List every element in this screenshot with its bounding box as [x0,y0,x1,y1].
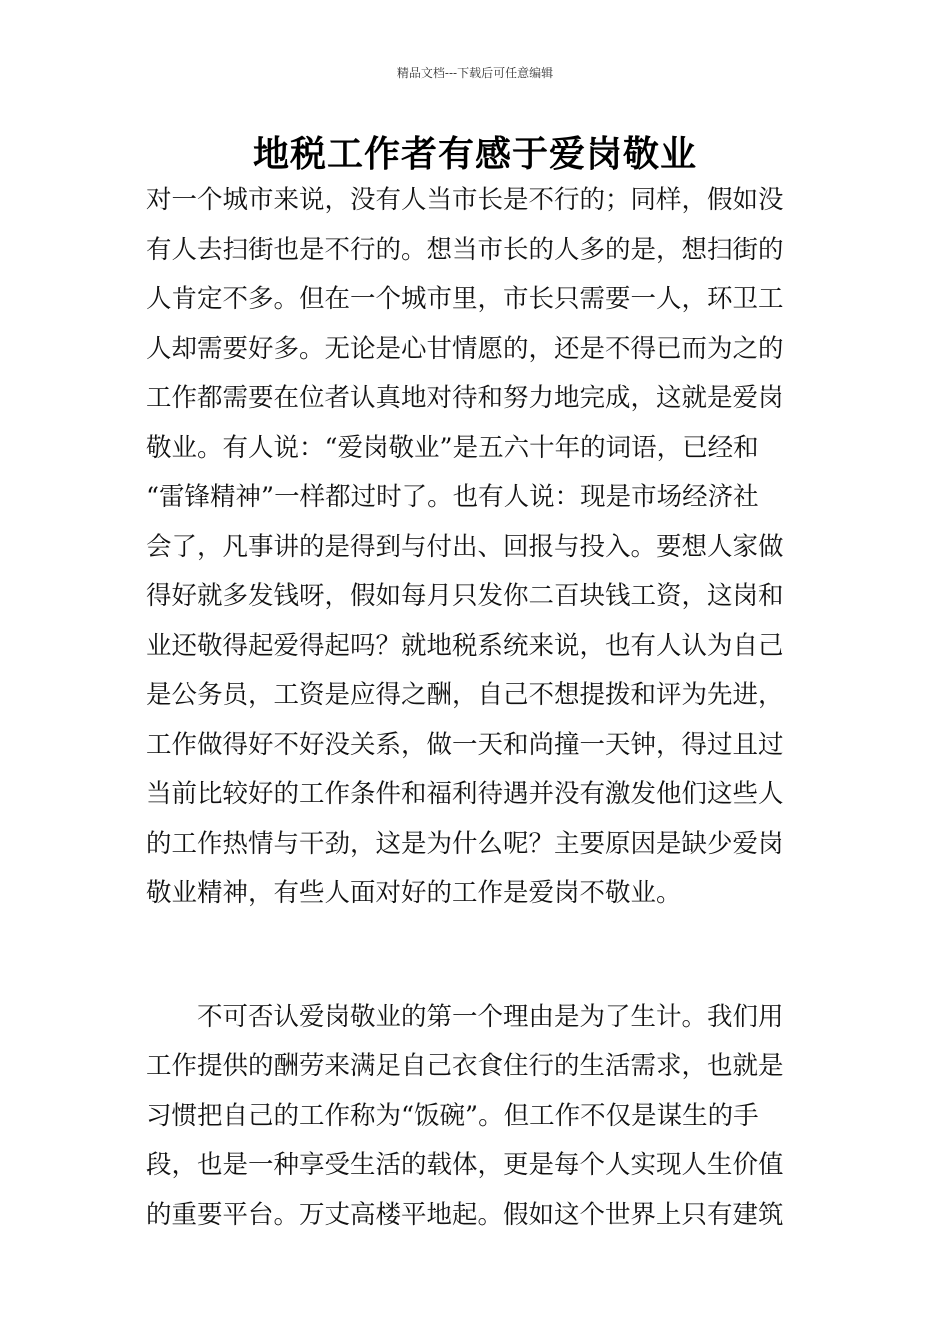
text-line: 有人去扫街也是不行的。想当市长的人多的是，想扫街的 [146,234,784,265]
text-line: 会了，凡事讲的是得到与付出、回报与投入。要想人家做 [146,531,784,562]
text-line: 的工作热情与干劲，这是为什么呢？主要原因是缺少爱岗 [146,828,784,859]
text-line: 当前比较好的工作条件和福利待遇并没有激发他们这些人 [146,779,784,809]
document-title: 地税工作者有感于爱岗敬业 [252,134,697,175]
paragraph-gap [146,919,806,993]
text-line: 敬业精神，有些人面对好的工作是爱岗不敬业。 [146,878,682,908]
paragraph-2 [146,993,806,1241]
paragraph-1 [146,176,806,919]
document-body [146,176,806,1240]
text-line: 不可否认爱岗敬业的第一个理由是为了生计。我们用 [146,1001,784,1032]
text-line: 工作提供的酬劳来满足自己衣食住行的生活需求，也就是 [146,1051,784,1081]
text-line: 是公务员，工资是应得之酬，自己不想提拨和评为先进， [146,680,784,710]
header-note: 精品文档---下载后可任意编辑 [396,66,554,80]
text-line: 人却需要好多。无论是心甘情愿的，还是不得已而为之的 [146,333,784,364]
text-line: 敬业。有人说：“爱岗敬业”是五六十年的词语，已经和 [146,432,759,463]
text-line: 人肯定不多。但在一个城市里，市长只需要一人，环卫工 [146,284,784,314]
text-line: 工作做得好不好没关系，做一天和尚撞一天钟，得过且过 [146,729,784,760]
text-line: 得好就多发钱呀，假如每月只发你二百块钱工资，这岗和 [146,581,784,611]
text-line: 工作都需要在位者认真地对待和努力地完成，这就是爱岗 [146,383,784,413]
text-line: 对一个城市来说，没有人当市长是不行的；同样，假如没 [146,185,784,215]
text-line: 段，也是一种享受生活的载体，更是每个人实现人生价值 [146,1150,784,1180]
text-line: “雷锋精神”一样都过时了。也有人说：现是市场经济社 [146,482,759,512]
text-line: 业还敬得起爱得起吗？就地税系统来说，也有人认为自己 [146,630,784,661]
text-line: 的重要平台。万丈高楼平地起。假如这个世界上只有建筑 [146,1199,784,1230]
text-line: 习惯把自己的工作称为“饭碗”。但工作不仅是谋生的手 [146,1100,759,1131]
